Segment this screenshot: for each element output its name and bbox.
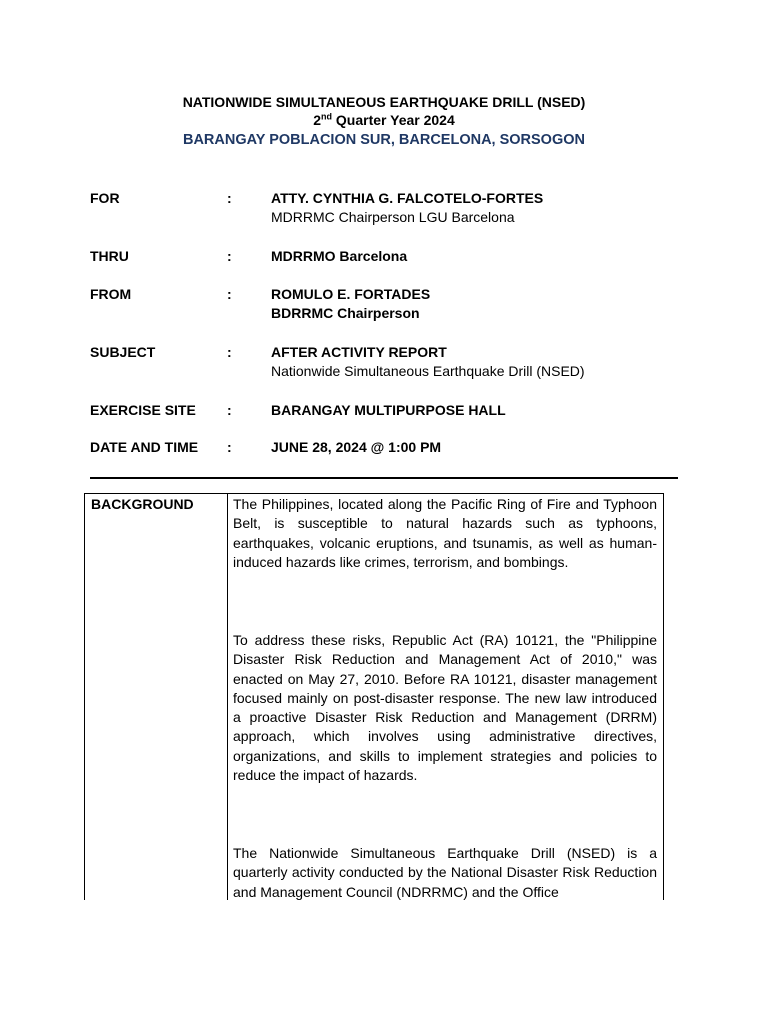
from-name: ROMULO E. FORTADES — [271, 286, 431, 302]
thru-name: MDRRMO Barcelona — [271, 248, 408, 264]
from-detail: BDRRMC Chairperson — [271, 305, 420, 321]
from-label: FROM — [90, 286, 132, 302]
site-value — [271, 401, 506, 420]
colon: : — [227, 439, 232, 455]
for-value — [271, 189, 543, 227]
location-heading: BARANGAY POBLACION SUR, BARCELONA, SORSOGON — [182, 132, 585, 148]
datetime-label: DATE AND TIME — [90, 439, 199, 455]
quarter-year: Quarter Year 2024 — [332, 112, 455, 128]
horizontal-rule — [90, 477, 678, 479]
quarter-ordinal: nd — [321, 111, 333, 122]
document-title: NATIONWIDE SIMULTANEOUS EARTHQUAKE DRILL (NSED) — [182, 94, 586, 110]
colon: : — [227, 402, 232, 418]
background-paragraph: To address these risks, Republic Act (RA) 10121, the "Philippine Disaster Risk Reduction and Management Act of 2010," was enacted on May 27, 2010. Before RA 10121, disaster management focused mainly on post-disaster response. The new law introduced a proactive Disaster Risk Reduction and Management (DRRM) approach, which involves using administrative directives, organizations, and skills to implement strategies and policies to reduce the impact of hazards. — [233, 632, 657, 784]
colon: : — [227, 248, 232, 264]
thru-value — [271, 247, 407, 266]
subject-detail: Nationwide Simultaneous Earthquake Drill (NSED) — [271, 363, 585, 379]
colon: : — [227, 286, 232, 302]
background-paragraph: The Nationwide Simultaneous Earthquake Drill (NSED) is a quarterly activity conducted by the National Disaster Risk Reduction and Management Council (NDRRMC) and the Office — [233, 845, 657, 900]
background-table — [84, 493, 664, 900]
colon: : — [227, 190, 232, 206]
datetime-value — [271, 438, 441, 457]
quarter-number: 2 — [313, 112, 322, 128]
column-divider — [227, 494, 228, 900]
subject-title: AFTER ACTIVITY REPORT — [271, 344, 447, 360]
for-name: ATTY. CYNTHIA G. FALCOTELO-FORTES — [271, 190, 544, 206]
from-value — [271, 285, 430, 323]
background-paragraph: The Philippines, located along the Pacific Ring of Fire and Typhoon Belt, is susceptible to natural hazards such as typhoons, earthquakes, volcanic eruptions, and tsunamis, as well as human-induced hazards like crimes, terrorism, and bombings. — [233, 496, 657, 570]
for-label: FOR — [90, 190, 120, 206]
subject-label: SUBJECT — [90, 344, 156, 360]
quarter-line — [0, 111, 768, 130]
for-detail: MDRRMC Chairperson LGU Barcelona — [271, 209, 515, 225]
thru-label: THRU — [90, 248, 129, 264]
site-label: EXERCISE SITE — [90, 402, 196, 418]
site-name: BARANGAY MULTIPURPOSE HALL — [271, 402, 506, 418]
subject-value — [271, 343, 585, 381]
colon: : — [227, 344, 232, 360]
datetime-text: JUNE 28, 2024 @ 1:00 PM — [271, 439, 442, 455]
background-label: BACKGROUND — [91, 496, 194, 512]
